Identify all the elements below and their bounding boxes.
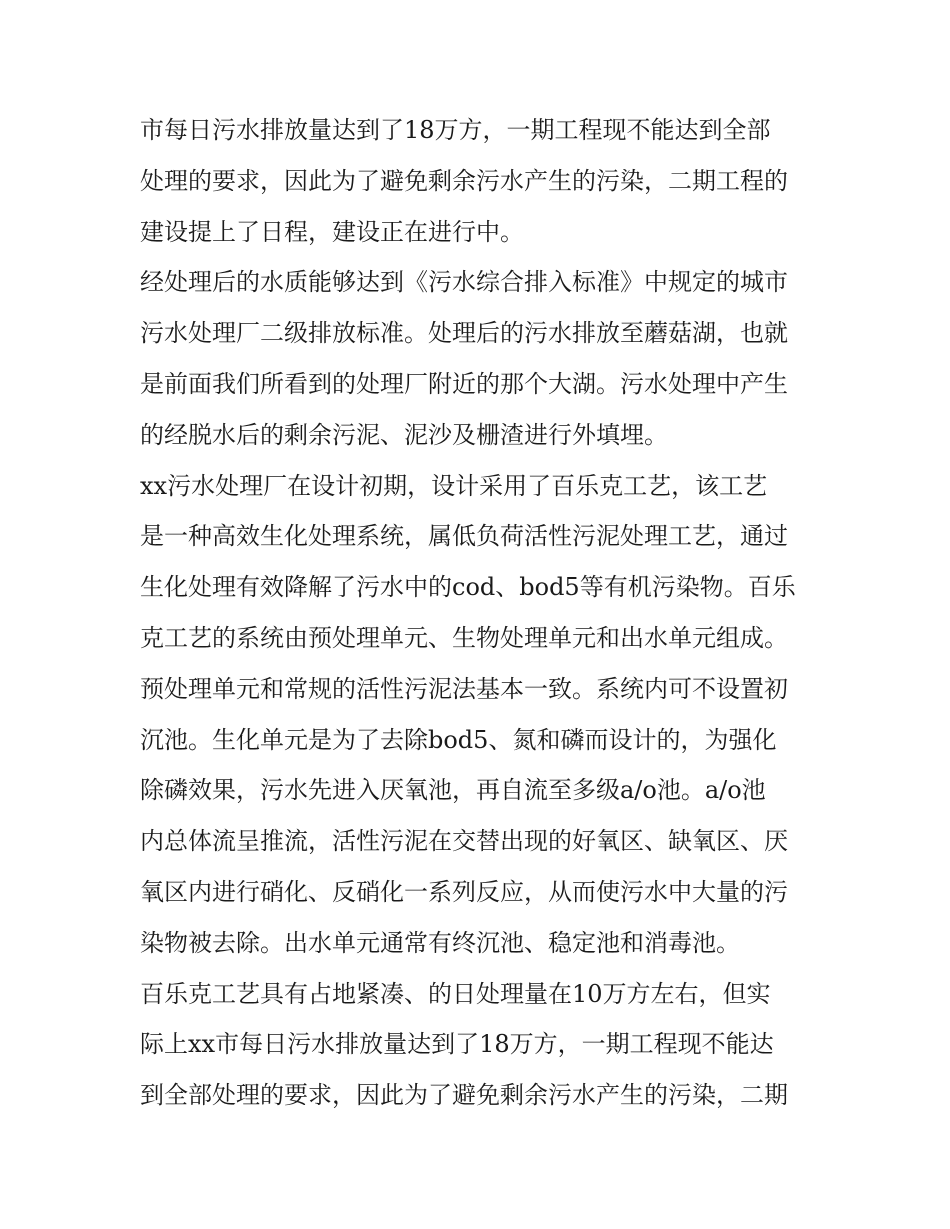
text-line: 际上xx市每日污水排放量达到了18万方，一期工程现不能达 xyxy=(140,1030,774,1059)
text-line: 染物被去除。出水单元通常有终沉池、稳定池和消毒池。 xyxy=(140,928,740,957)
text-line: 氧区内进行硝化、反硝化一系列反应，从而使污水中大量的污 xyxy=(140,877,788,906)
text-line: 克工艺的系统由预处理单元、生物处理单元和出水单元组成。 xyxy=(140,623,788,652)
text-line: 预处理单元和常规的活性污泥法基本一致。系统内可不设置初 xyxy=(140,674,788,703)
text-line: 处理的要求，因此为了避免剩余污水产生的污染，二期工程的 xyxy=(140,166,788,195)
text-line: 的经脱水后的剩余污泥、泥沙及栅渣进行外填埋。 xyxy=(140,420,668,449)
text-line: 建设提上了日程，建设正在进行中。 xyxy=(140,217,524,246)
text-line: 经处理后的水质能够达到《污水综合排入标准》中规定的城市 xyxy=(140,268,788,297)
text-line: 除磷效果，污水先进入厌氧池，再自流至多级a/o池。a/o池 xyxy=(140,776,766,805)
text-line: 是前面我们所看到的处理厂附近的那个大湖。污水处理中产生 xyxy=(140,369,788,398)
text-line: xx污水处理厂在设计初期，设计采用了百乐克工艺，该工艺 xyxy=(140,471,768,500)
text-line: 市每日污水排放量达到了18万方，一期工程现不能达到全部 xyxy=(140,116,771,144)
text-line: 沉池。生化单元是为了去除bod5、氮和磷而设计的，为强化 xyxy=(140,725,777,754)
text-line: 内总体流呈推流，活性污泥在交替出现的好氧区、缺氧区、厌 xyxy=(140,827,788,856)
text-line: 是一种高效生化处理系统，属低负荷活性污泥处理工艺，通过 xyxy=(140,522,788,551)
text-line: 到全部处理的要求，因此为了避免剩余污水产生的污染，二期 xyxy=(140,1081,788,1110)
text-line: 生化处理有效降解了污水中的cod、bod5等有机污染物。百乐 xyxy=(140,573,796,602)
text-line: 污水处理厂二级排放标准。处理后的污水排放至蘑菇湖，也就 xyxy=(140,319,788,348)
text-line: 百乐克工艺具有占地紧凑、的日处理量在10万方左右，但实 xyxy=(140,979,771,1008)
body-text xyxy=(140,105,820,1121)
